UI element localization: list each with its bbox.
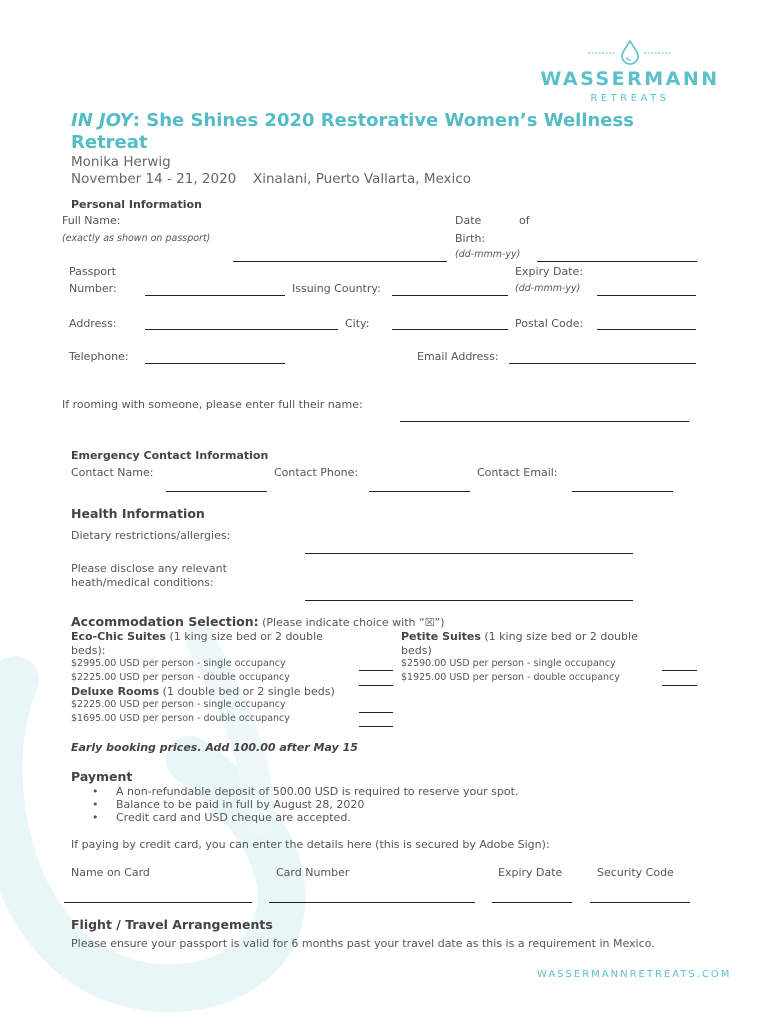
city-label: City: [345,317,370,330]
dob-label-a: Date [455,214,482,227]
petite-line [401,630,638,643]
dob-label-c: Birth: [455,232,486,245]
security-code-field[interactable] [590,902,690,903]
early-booking-note: Early booking prices. Add 100.00 after May 15 [71,741,358,754]
petite-desc: (1 king size bed or 2 double [484,630,638,643]
expiry-date-label: Expiry Date [498,866,563,879]
eco-double-checkbox[interactable] [359,685,393,686]
eco-desc-b: beds): [71,644,106,657]
address-label: Address: [69,317,117,330]
issuing-country-label: Issuing Country: [292,282,381,295]
rooming-field[interactable] [400,421,689,422]
deluxe-desc: (1 double bed or 2 single beds) [162,685,335,698]
name-on-card-label: Name on Card [71,866,150,879]
expiry-hint: (dd-mmm-yy) [515,283,581,294]
expiry-date-field[interactable] [492,902,572,903]
payment-bullet: • Balance to be paid in full by August 28, 2020 [92,798,364,811]
telephone-field[interactable] [145,363,285,364]
travel-note: Please ensure your passport is valid for 6 months past your travel date as this is a requirement in Mexico. [71,937,655,950]
eco-single: $2995.00 USD per person - single occupancy [71,658,286,669]
contact-name-label: Contact Name: [71,466,154,479]
website-link[interactable]: WASSERMANNRETREATS.COM [537,969,732,980]
deluxe-name: Deluxe Rooms [71,685,160,698]
retreat-dates: November 14 - 21, 2020 [71,171,237,187]
disclose-label-b: heath/medical conditions: [71,576,214,589]
deluxe-double-checkbox[interactable] [359,726,393,727]
card-number-field[interactable] [269,902,475,903]
brand-logo [540,38,720,108]
security-code-label: Security Code [597,866,674,879]
eco-name: Eco-Chic Suites [71,630,166,643]
petite-single-checkbox[interactable] [662,670,697,671]
expiry-field[interactable] [597,295,696,296]
contact-phone-label: Contact Phone: [274,466,359,479]
eco-desc: (1 king size bed or 2 double [169,630,323,643]
petite-double-checkbox[interactable] [662,685,697,686]
brand-subname: RETREATS [590,93,670,104]
accommodation-note: (Please indicate choice with “☒”) [262,616,445,629]
name-on-card-field[interactable] [64,902,252,903]
health-heading: Health Information [71,506,205,521]
eco-double: $2225.00 USD per person - double occupancy [71,672,290,683]
issuing-country-field[interactable] [392,295,508,296]
petite-name: Petite Suites [401,630,481,643]
petite-double: $1925.00 USD per person - double occupancy [401,672,620,683]
city-field[interactable] [392,329,508,330]
email-label: Email Address: [417,350,499,363]
passport-label-a: Passport [69,265,116,278]
full-name-label: Full Name: [62,214,121,227]
telephone-label: Telephone: [69,350,129,363]
payment-bullet: • Credit card and USD cheque are accepted. [92,811,351,824]
dob-label-b: of [519,214,530,227]
contact-email-field[interactable] [572,491,673,492]
eco-single-checkbox[interactable] [359,670,393,671]
disclose-label-a: Please disclose any relevant [71,562,227,575]
postal-field[interactable] [597,329,696,330]
retreat-location: Xinalani, Puerto Vallarta, Mexico [253,171,471,187]
dietary-label: Dietary restrictions/allergies: [71,529,231,542]
contact-phone-field[interactable] [369,491,470,492]
personal-heading: Personal Information [71,198,202,211]
water-drop-icon [540,38,720,68]
accommodation-heading: Accommodation Selection: [71,614,259,629]
page-title: IN JOY: She Shines 2020 Restorative Women’s Wellness Retreat [71,110,634,153]
brand-name: WASSERMANN [540,68,720,90]
payment-bullet: • A non-refundable deposit of 500.00 USD is required to reserve your spot. [92,785,518,798]
full-name-hint: (exactly as shown on passport) [62,233,211,244]
payment-heading: Payment [71,769,133,784]
petite-desc-b: beds) [401,644,432,657]
deluxe-line [71,685,335,698]
medical-field[interactable] [305,600,633,601]
eco-line [71,630,323,643]
expiry-label: Expiry Date: [515,265,584,278]
travel-heading: Flight / Travel Arrangements [71,917,273,932]
contact-name-field[interactable] [166,491,267,492]
contact-email-label: Contact Email: [477,466,558,479]
deluxe-single-checkbox[interactable] [359,712,393,713]
rooming-label: If rooming with someone, please enter full their name: [62,398,363,411]
passport-label-b: Number: [69,282,117,295]
full-name-field[interactable] [233,261,447,262]
petite-single: $2590.00 USD per person - single occupancy [401,658,616,669]
passport-field[interactable] [145,295,285,296]
postal-label: Postal Code: [515,317,584,330]
dob-field[interactable] [537,261,697,262]
deluxe-single: $2225.00 USD per person - single occupancy [71,699,286,710]
host-name: Monika Herwig [71,154,171,170]
emergency-heading: Emergency Contact Information [71,449,269,462]
dob-hint: (dd-mmm-yy) [455,249,521,260]
card-number-label: Card Number [276,866,350,879]
accommodation-header [71,614,445,629]
email-field[interactable] [509,363,696,364]
dietary-field[interactable] [305,553,633,554]
deluxe-double: $1695.00 USD per person - double occupancy [71,713,290,724]
address-field[interactable] [145,329,338,330]
credit-card-note: If paying by credit card, you can enter the details here (this is secured by Adobe Sign): [71,838,550,851]
